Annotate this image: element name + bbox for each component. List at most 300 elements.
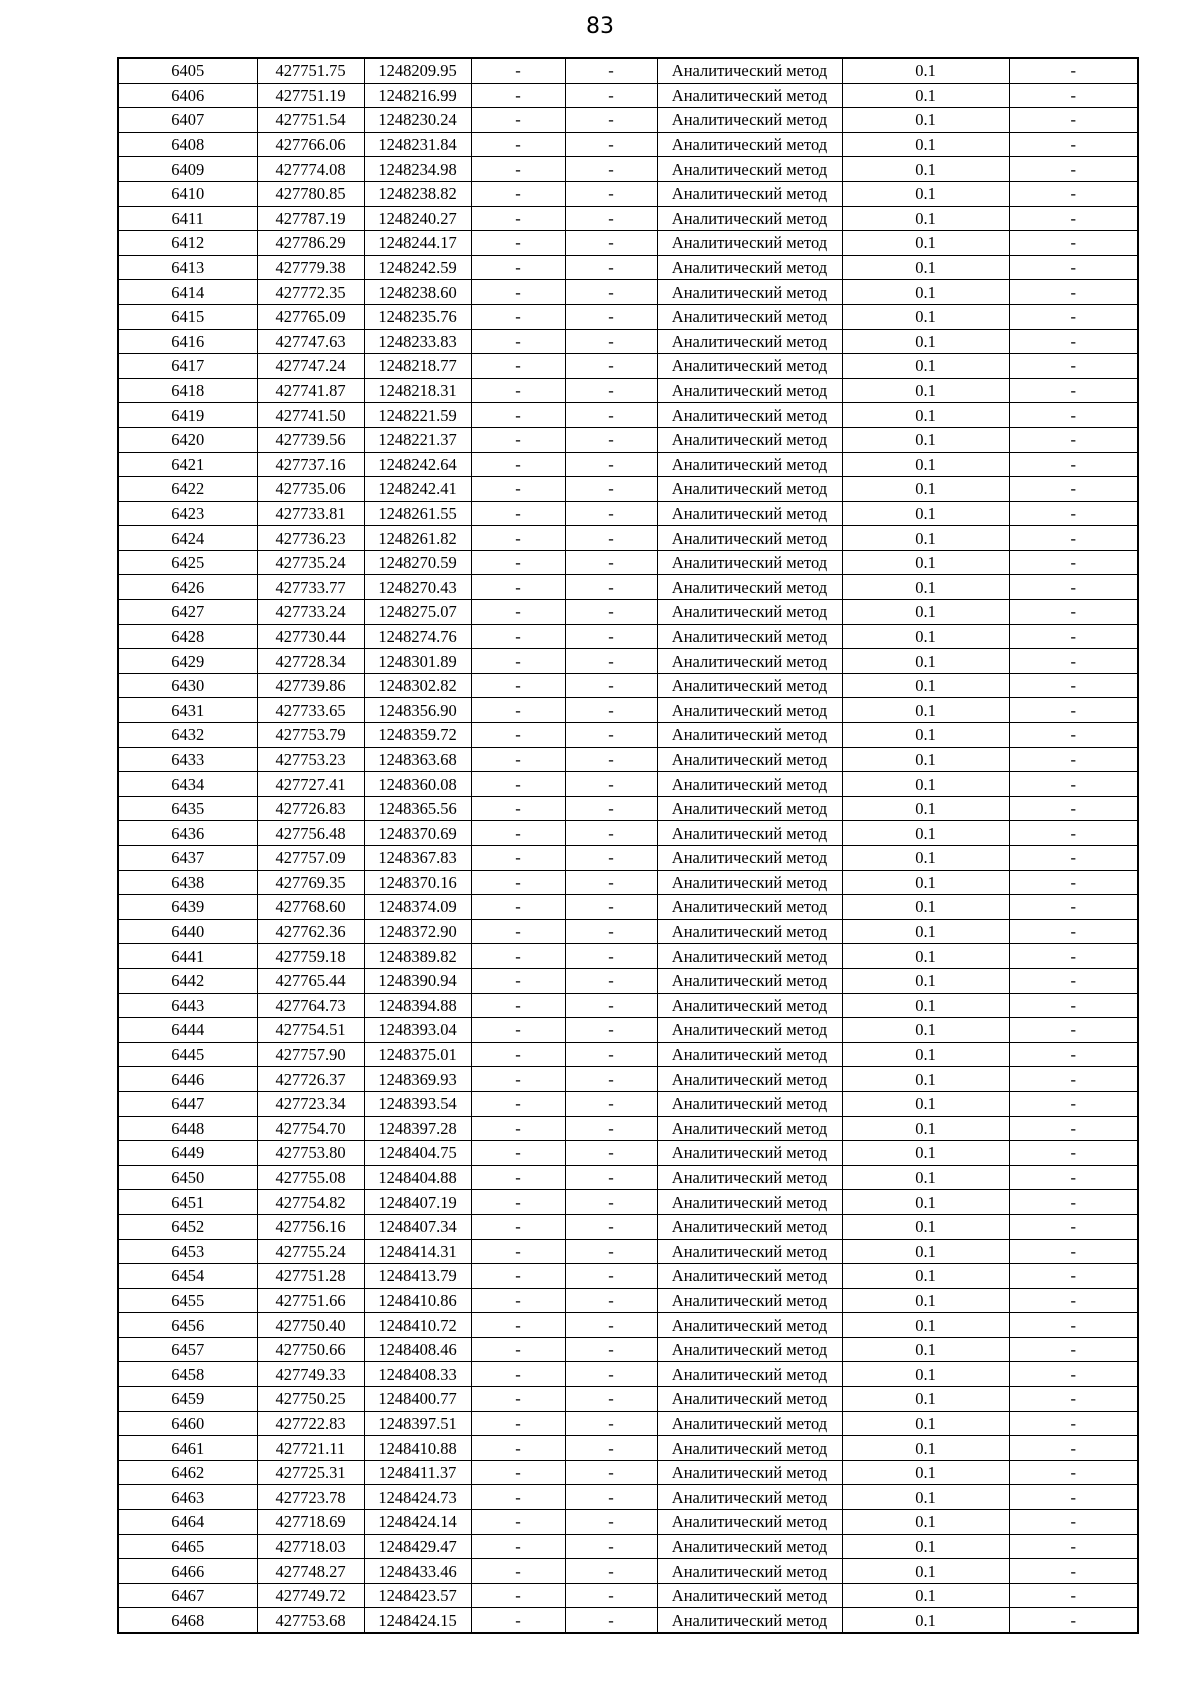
empty-cell-1: - bbox=[471, 83, 565, 108]
x-coordinate-cell: 427756.48 bbox=[257, 821, 364, 846]
table-row bbox=[118, 550, 1138, 575]
y-coordinate-cell: 1248393.04 bbox=[364, 1018, 471, 1043]
x-coordinate-cell: 427747.24 bbox=[257, 354, 364, 379]
table-row bbox=[118, 181, 1138, 206]
method-cell: Аналитический метод bbox=[657, 870, 842, 895]
accuracy-cell: 0.1 bbox=[842, 575, 1009, 600]
x-coordinate-cell: 427753.68 bbox=[257, 1608, 364, 1633]
x-coordinate-cell: 427751.19 bbox=[257, 83, 364, 108]
table-row bbox=[118, 255, 1138, 280]
point-number-cell: 6413 bbox=[118, 255, 257, 280]
empty-cell-2: - bbox=[565, 403, 657, 428]
point-number-cell: 6468 bbox=[118, 1608, 257, 1633]
empty-cell-2: - bbox=[565, 280, 657, 305]
table-row bbox=[118, 452, 1138, 477]
method-cell: Аналитический метод bbox=[657, 747, 842, 772]
accuracy-cell: 0.1 bbox=[842, 1214, 1009, 1239]
empty-cell-2: - bbox=[565, 796, 657, 821]
x-coordinate-cell: 427765.44 bbox=[257, 968, 364, 993]
y-coordinate-cell: 1248429.47 bbox=[364, 1534, 471, 1559]
empty-cell-2: - bbox=[565, 83, 657, 108]
empty-cell-1: - bbox=[471, 1337, 565, 1362]
method-cell: Аналитический метод bbox=[657, 1264, 842, 1289]
x-coordinate-cell: 427735.24 bbox=[257, 550, 364, 575]
table-row bbox=[118, 1288, 1138, 1313]
table-row bbox=[118, 772, 1138, 797]
point-number-cell: 6408 bbox=[118, 132, 257, 157]
empty-cell-1: - bbox=[471, 108, 565, 133]
accuracy-cell: 0.1 bbox=[842, 698, 1009, 723]
empty-cell-1: - bbox=[471, 501, 565, 526]
x-coordinate-cell: 427754.51 bbox=[257, 1018, 364, 1043]
table-row bbox=[118, 1608, 1138, 1633]
x-coordinate-cell: 427769.35 bbox=[257, 870, 364, 895]
empty-cell-3: - bbox=[1009, 1288, 1138, 1313]
method-cell: Аналитический метод bbox=[657, 624, 842, 649]
empty-cell-1: - bbox=[471, 870, 565, 895]
empty-cell-1: - bbox=[471, 796, 565, 821]
empty-cell-3: - bbox=[1009, 206, 1138, 231]
method-cell: Аналитический метод bbox=[657, 1583, 842, 1608]
empty-cell-2: - bbox=[565, 993, 657, 1018]
page-number: 83 bbox=[586, 14, 614, 39]
point-number-cell: 6434 bbox=[118, 772, 257, 797]
empty-cell-1: - bbox=[471, 1608, 565, 1633]
y-coordinate-cell: 1248407.19 bbox=[364, 1190, 471, 1215]
accuracy-cell: 0.1 bbox=[842, 1436, 1009, 1461]
accuracy-cell: 0.1 bbox=[842, 1460, 1009, 1485]
empty-cell-1: - bbox=[471, 649, 565, 674]
empty-cell-1: - bbox=[471, 206, 565, 231]
table-row bbox=[118, 1559, 1138, 1584]
point-number-cell: 6441 bbox=[118, 944, 257, 969]
table-row bbox=[118, 747, 1138, 772]
empty-cell-2: - bbox=[565, 181, 657, 206]
empty-cell-2: - bbox=[565, 846, 657, 871]
accuracy-cell: 0.1 bbox=[842, 477, 1009, 502]
table-row bbox=[118, 526, 1138, 551]
x-coordinate-cell: 427733.77 bbox=[257, 575, 364, 600]
empty-cell-2: - bbox=[565, 723, 657, 748]
empty-cell-3: - bbox=[1009, 501, 1138, 526]
y-coordinate-cell: 1248397.28 bbox=[364, 1116, 471, 1141]
point-number-cell: 6414 bbox=[118, 280, 257, 305]
point-number-cell: 6454 bbox=[118, 1264, 257, 1289]
x-coordinate-cell: 427768.60 bbox=[257, 895, 364, 920]
empty-cell-1: - bbox=[471, 1239, 565, 1264]
accuracy-cell: 0.1 bbox=[842, 846, 1009, 871]
x-coordinate-cell: 427722.83 bbox=[257, 1411, 364, 1436]
method-cell: Аналитический метод bbox=[657, 477, 842, 502]
method-cell: Аналитический метод bbox=[657, 1362, 842, 1387]
accuracy-cell: 0.1 bbox=[842, 1362, 1009, 1387]
x-coordinate-cell: 427726.37 bbox=[257, 1067, 364, 1092]
table-row bbox=[118, 329, 1138, 354]
empty-cell-3: - bbox=[1009, 747, 1138, 772]
table-row bbox=[118, 206, 1138, 231]
empty-cell-2: - bbox=[565, 108, 657, 133]
empty-cell-2: - bbox=[565, 649, 657, 674]
x-coordinate-cell: 427751.54 bbox=[257, 108, 364, 133]
y-coordinate-cell: 1248410.72 bbox=[364, 1313, 471, 1338]
method-cell: Аналитический метод bbox=[657, 600, 842, 625]
method-cell: Аналитический метод bbox=[657, 919, 842, 944]
empty-cell-2: - bbox=[565, 1239, 657, 1264]
empty-cell-3: - bbox=[1009, 1067, 1138, 1092]
point-number-cell: 6443 bbox=[118, 993, 257, 1018]
point-number-cell: 6410 bbox=[118, 181, 257, 206]
y-coordinate-cell: 1248359.72 bbox=[364, 723, 471, 748]
accuracy-cell: 0.1 bbox=[842, 231, 1009, 256]
y-coordinate-cell: 1248404.75 bbox=[364, 1141, 471, 1166]
y-coordinate-cell: 1248270.59 bbox=[364, 550, 471, 575]
table-row bbox=[118, 403, 1138, 428]
y-coordinate-cell: 1248218.31 bbox=[364, 378, 471, 403]
method-cell: Аналитический метод bbox=[657, 403, 842, 428]
x-coordinate-cell: 427764.73 bbox=[257, 993, 364, 1018]
table-row bbox=[118, 673, 1138, 698]
accuracy-cell: 0.1 bbox=[842, 747, 1009, 772]
point-number-cell: 6421 bbox=[118, 452, 257, 477]
empty-cell-1: - bbox=[471, 673, 565, 698]
empty-cell-3: - bbox=[1009, 1411, 1138, 1436]
point-number-cell: 6424 bbox=[118, 526, 257, 551]
empty-cell-3: - bbox=[1009, 944, 1138, 969]
method-cell: Аналитический метод bbox=[657, 1510, 842, 1535]
table-row bbox=[118, 575, 1138, 600]
x-coordinate-cell: 427753.80 bbox=[257, 1141, 364, 1166]
empty-cell-1: - bbox=[471, 1264, 565, 1289]
empty-cell-1: - bbox=[471, 600, 565, 625]
empty-cell-3: - bbox=[1009, 649, 1138, 674]
empty-cell-2: - bbox=[565, 968, 657, 993]
table-row bbox=[118, 1313, 1138, 1338]
method-cell: Аналитический метод bbox=[657, 944, 842, 969]
empty-cell-1: - bbox=[471, 58, 565, 83]
x-coordinate-cell: 427718.03 bbox=[257, 1534, 364, 1559]
accuracy-cell: 0.1 bbox=[842, 673, 1009, 698]
y-coordinate-cell: 1248238.60 bbox=[364, 280, 471, 305]
point-number-cell: 6455 bbox=[118, 1288, 257, 1313]
table-row bbox=[118, 1411, 1138, 1436]
x-coordinate-cell: 427774.08 bbox=[257, 157, 364, 182]
empty-cell-3: - bbox=[1009, 1362, 1138, 1387]
empty-cell-2: - bbox=[565, 1583, 657, 1608]
method-cell: Аналитический метод bbox=[657, 698, 842, 723]
y-coordinate-cell: 1248367.83 bbox=[364, 846, 471, 871]
empty-cell-1: - bbox=[471, 1460, 565, 1485]
empty-cell-1: - bbox=[471, 1214, 565, 1239]
empty-cell-1: - bbox=[471, 624, 565, 649]
x-coordinate-cell: 427762.36 bbox=[257, 919, 364, 944]
y-coordinate-cell: 1248360.08 bbox=[364, 772, 471, 797]
accuracy-cell: 0.1 bbox=[842, 452, 1009, 477]
point-number-cell: 6427 bbox=[118, 600, 257, 625]
accuracy-cell: 0.1 bbox=[842, 1141, 1009, 1166]
empty-cell-3: - bbox=[1009, 821, 1138, 846]
point-number-cell: 6425 bbox=[118, 550, 257, 575]
y-coordinate-cell: 1248408.33 bbox=[364, 1362, 471, 1387]
empty-cell-1: - bbox=[471, 1485, 565, 1510]
accuracy-cell: 0.1 bbox=[842, 1411, 1009, 1436]
empty-cell-1: - bbox=[471, 968, 565, 993]
x-coordinate-cell: 427780.85 bbox=[257, 181, 364, 206]
y-coordinate-cell: 1248408.46 bbox=[364, 1337, 471, 1362]
empty-cell-1: - bbox=[471, 1583, 565, 1608]
y-coordinate-cell: 1248242.59 bbox=[364, 255, 471, 280]
y-coordinate-cell: 1248301.89 bbox=[364, 649, 471, 674]
empty-cell-1: - bbox=[471, 1042, 565, 1067]
empty-cell-3: - bbox=[1009, 1485, 1138, 1510]
point-number-cell: 6445 bbox=[118, 1042, 257, 1067]
empty-cell-2: - bbox=[565, 550, 657, 575]
accuracy-cell: 0.1 bbox=[842, 354, 1009, 379]
empty-cell-2: - bbox=[565, 1387, 657, 1412]
empty-cell-2: - bbox=[565, 673, 657, 698]
accuracy-cell: 0.1 bbox=[842, 1485, 1009, 1510]
table-row bbox=[118, 1534, 1138, 1559]
accuracy-cell: 0.1 bbox=[842, 1264, 1009, 1289]
empty-cell-3: - bbox=[1009, 1387, 1138, 1412]
point-number-cell: 6411 bbox=[118, 206, 257, 231]
method-cell: Аналитический метод bbox=[657, 796, 842, 821]
accuracy-cell: 0.1 bbox=[842, 821, 1009, 846]
x-coordinate-cell: 427727.41 bbox=[257, 772, 364, 797]
empty-cell-3: - bbox=[1009, 870, 1138, 895]
point-number-cell: 6423 bbox=[118, 501, 257, 526]
accuracy-cell: 0.1 bbox=[842, 870, 1009, 895]
empty-cell-3: - bbox=[1009, 1534, 1138, 1559]
empty-cell-2: - bbox=[565, 1559, 657, 1584]
method-cell: Аналитический метод bbox=[657, 526, 842, 551]
method-cell: Аналитический метод bbox=[657, 1018, 842, 1043]
y-coordinate-cell: 1248390.94 bbox=[364, 968, 471, 993]
table-row bbox=[118, 1116, 1138, 1141]
method-cell: Аналитический метод bbox=[657, 304, 842, 329]
table-row bbox=[118, 1042, 1138, 1067]
table-row bbox=[118, 723, 1138, 748]
empty-cell-3: - bbox=[1009, 673, 1138, 698]
point-number-cell: 6467 bbox=[118, 1583, 257, 1608]
y-coordinate-cell: 1248270.43 bbox=[364, 575, 471, 600]
method-cell: Аналитический метод bbox=[657, 1387, 842, 1412]
accuracy-cell: 0.1 bbox=[842, 796, 1009, 821]
accuracy-cell: 0.1 bbox=[842, 1190, 1009, 1215]
empty-cell-3: - bbox=[1009, 1436, 1138, 1461]
y-coordinate-cell: 1248375.01 bbox=[364, 1042, 471, 1067]
accuracy-cell: 0.1 bbox=[842, 1337, 1009, 1362]
empty-cell-3: - bbox=[1009, 1214, 1138, 1239]
accuracy-cell: 0.1 bbox=[842, 1387, 1009, 1412]
table-row bbox=[118, 58, 1138, 83]
table-row bbox=[118, 1337, 1138, 1362]
accuracy-cell: 0.1 bbox=[842, 1165, 1009, 1190]
empty-cell-3: - bbox=[1009, 181, 1138, 206]
empty-cell-1: - bbox=[471, 1510, 565, 1535]
y-coordinate-cell: 1248414.31 bbox=[364, 1239, 471, 1264]
empty-cell-1: - bbox=[471, 526, 565, 551]
table-row bbox=[118, 1141, 1138, 1166]
point-number-cell: 6405 bbox=[118, 58, 257, 83]
point-number-cell: 6431 bbox=[118, 698, 257, 723]
point-number-cell: 6453 bbox=[118, 1239, 257, 1264]
accuracy-cell: 0.1 bbox=[842, 1042, 1009, 1067]
empty-cell-3: - bbox=[1009, 354, 1138, 379]
x-coordinate-cell: 427750.40 bbox=[257, 1313, 364, 1338]
point-number-cell: 6459 bbox=[118, 1387, 257, 1412]
table-row bbox=[118, 1067, 1138, 1092]
accuracy-cell: 0.1 bbox=[842, 772, 1009, 797]
y-coordinate-cell: 1248411.37 bbox=[364, 1460, 471, 1485]
accuracy-cell: 0.1 bbox=[842, 1559, 1009, 1584]
empty-cell-3: - bbox=[1009, 600, 1138, 625]
x-coordinate-cell: 427753.79 bbox=[257, 723, 364, 748]
empty-cell-2: - bbox=[565, 526, 657, 551]
empty-cell-1: - bbox=[471, 1116, 565, 1141]
empty-cell-1: - bbox=[471, 1018, 565, 1043]
point-number-cell: 6447 bbox=[118, 1091, 257, 1116]
x-coordinate-cell: 427747.63 bbox=[257, 329, 364, 354]
x-coordinate-cell: 427772.35 bbox=[257, 280, 364, 305]
x-coordinate-cell: 427787.19 bbox=[257, 206, 364, 231]
x-coordinate-cell: 427733.81 bbox=[257, 501, 364, 526]
table-row bbox=[118, 157, 1138, 182]
table-row bbox=[118, 649, 1138, 674]
table-row bbox=[118, 1362, 1138, 1387]
point-number-cell: 6420 bbox=[118, 427, 257, 452]
method-cell: Аналитический метод bbox=[657, 1116, 842, 1141]
point-number-cell: 6415 bbox=[118, 304, 257, 329]
method-cell: Аналитический метод bbox=[657, 575, 842, 600]
x-coordinate-cell: 427741.50 bbox=[257, 403, 364, 428]
y-coordinate-cell: 1248363.68 bbox=[364, 747, 471, 772]
x-coordinate-cell: 427741.87 bbox=[257, 378, 364, 403]
table-row bbox=[118, 427, 1138, 452]
empty-cell-3: - bbox=[1009, 796, 1138, 821]
point-number-cell: 6450 bbox=[118, 1165, 257, 1190]
accuracy-cell: 0.1 bbox=[842, 255, 1009, 280]
point-number-cell: 6458 bbox=[118, 1362, 257, 1387]
table-row bbox=[118, 624, 1138, 649]
accuracy-cell: 0.1 bbox=[842, 181, 1009, 206]
table-row bbox=[118, 1239, 1138, 1264]
empty-cell-1: - bbox=[471, 1387, 565, 1412]
empty-cell-2: - bbox=[565, 1067, 657, 1092]
method-cell: Аналитический метод bbox=[657, 1460, 842, 1485]
empty-cell-1: - bbox=[471, 1534, 565, 1559]
accuracy-cell: 0.1 bbox=[842, 58, 1009, 83]
y-coordinate-cell: 1248370.69 bbox=[364, 821, 471, 846]
y-coordinate-cell: 1248356.90 bbox=[364, 698, 471, 723]
accuracy-cell: 0.1 bbox=[842, 501, 1009, 526]
method-cell: Аналитический метод bbox=[657, 1165, 842, 1190]
empty-cell-2: - bbox=[565, 1116, 657, 1141]
y-coordinate-cell: 1248394.88 bbox=[364, 993, 471, 1018]
x-coordinate-cell: 427723.34 bbox=[257, 1091, 364, 1116]
method-cell: Аналитический метод bbox=[657, 452, 842, 477]
x-coordinate-cell: 427765.09 bbox=[257, 304, 364, 329]
accuracy-cell: 0.1 bbox=[842, 1608, 1009, 1633]
table-row bbox=[118, 1165, 1138, 1190]
accuracy-cell: 0.1 bbox=[842, 993, 1009, 1018]
empty-cell-1: - bbox=[471, 821, 565, 846]
empty-cell-1: - bbox=[471, 181, 565, 206]
method-cell: Аналитический метод bbox=[657, 1042, 842, 1067]
y-coordinate-cell: 1248235.76 bbox=[364, 304, 471, 329]
point-number-cell: 6426 bbox=[118, 575, 257, 600]
point-number-cell: 6460 bbox=[118, 1411, 257, 1436]
empty-cell-1: - bbox=[471, 378, 565, 403]
x-coordinate-cell: 427759.18 bbox=[257, 944, 364, 969]
empty-cell-3: - bbox=[1009, 477, 1138, 502]
accuracy-cell: 0.1 bbox=[842, 83, 1009, 108]
x-coordinate-cell: 427751.66 bbox=[257, 1288, 364, 1313]
y-coordinate-cell: 1248365.56 bbox=[364, 796, 471, 821]
empty-cell-1: - bbox=[471, 280, 565, 305]
point-number-cell: 6465 bbox=[118, 1534, 257, 1559]
y-coordinate-cell: 1248238.82 bbox=[364, 181, 471, 206]
x-coordinate-cell: 427726.83 bbox=[257, 796, 364, 821]
empty-cell-1: - bbox=[471, 1067, 565, 1092]
empty-cell-1: - bbox=[471, 1362, 565, 1387]
method-cell: Аналитический метод bbox=[657, 501, 842, 526]
x-coordinate-cell: 427754.70 bbox=[257, 1116, 364, 1141]
empty-cell-2: - bbox=[565, 772, 657, 797]
y-coordinate-cell: 1248374.09 bbox=[364, 895, 471, 920]
x-coordinate-cell: 427753.23 bbox=[257, 747, 364, 772]
table-row bbox=[118, 501, 1138, 526]
x-coordinate-cell: 427749.72 bbox=[257, 1583, 364, 1608]
accuracy-cell: 0.1 bbox=[842, 968, 1009, 993]
empty-cell-1: - bbox=[471, 1411, 565, 1436]
empty-cell-3: - bbox=[1009, 698, 1138, 723]
point-number-cell: 6442 bbox=[118, 968, 257, 993]
point-number-cell: 6444 bbox=[118, 1018, 257, 1043]
accuracy-cell: 0.1 bbox=[842, 649, 1009, 674]
accuracy-cell: 0.1 bbox=[842, 1116, 1009, 1141]
x-coordinate-cell: 427754.82 bbox=[257, 1190, 364, 1215]
empty-cell-1: - bbox=[471, 1165, 565, 1190]
y-coordinate-cell: 1248261.55 bbox=[364, 501, 471, 526]
point-number-cell: 6464 bbox=[118, 1510, 257, 1535]
table-row bbox=[118, 1583, 1138, 1608]
point-number-cell: 6452 bbox=[118, 1214, 257, 1239]
empty-cell-1: - bbox=[471, 1141, 565, 1166]
empty-cell-2: - bbox=[565, 501, 657, 526]
empty-cell-2: - bbox=[565, 575, 657, 600]
table-row bbox=[118, 698, 1138, 723]
accuracy-cell: 0.1 bbox=[842, 1313, 1009, 1338]
empty-cell-2: - bbox=[565, 1337, 657, 1362]
y-coordinate-cell: 1248424.14 bbox=[364, 1510, 471, 1535]
x-coordinate-cell: 427748.27 bbox=[257, 1559, 364, 1584]
empty-cell-2: - bbox=[565, 231, 657, 256]
empty-cell-1: - bbox=[471, 993, 565, 1018]
empty-cell-3: - bbox=[1009, 526, 1138, 551]
x-coordinate-cell: 427739.86 bbox=[257, 673, 364, 698]
y-coordinate-cell: 1248433.46 bbox=[364, 1559, 471, 1584]
y-coordinate-cell: 1248242.64 bbox=[364, 452, 471, 477]
x-coordinate-cell: 427730.44 bbox=[257, 624, 364, 649]
empty-cell-2: - bbox=[565, 354, 657, 379]
empty-cell-3: - bbox=[1009, 1091, 1138, 1116]
table-row bbox=[118, 1190, 1138, 1215]
y-coordinate-cell: 1248233.83 bbox=[364, 329, 471, 354]
x-coordinate-cell: 427755.08 bbox=[257, 1165, 364, 1190]
table-row bbox=[118, 1018, 1138, 1043]
x-coordinate-cell: 427757.90 bbox=[257, 1042, 364, 1067]
empty-cell-1: - bbox=[471, 427, 565, 452]
